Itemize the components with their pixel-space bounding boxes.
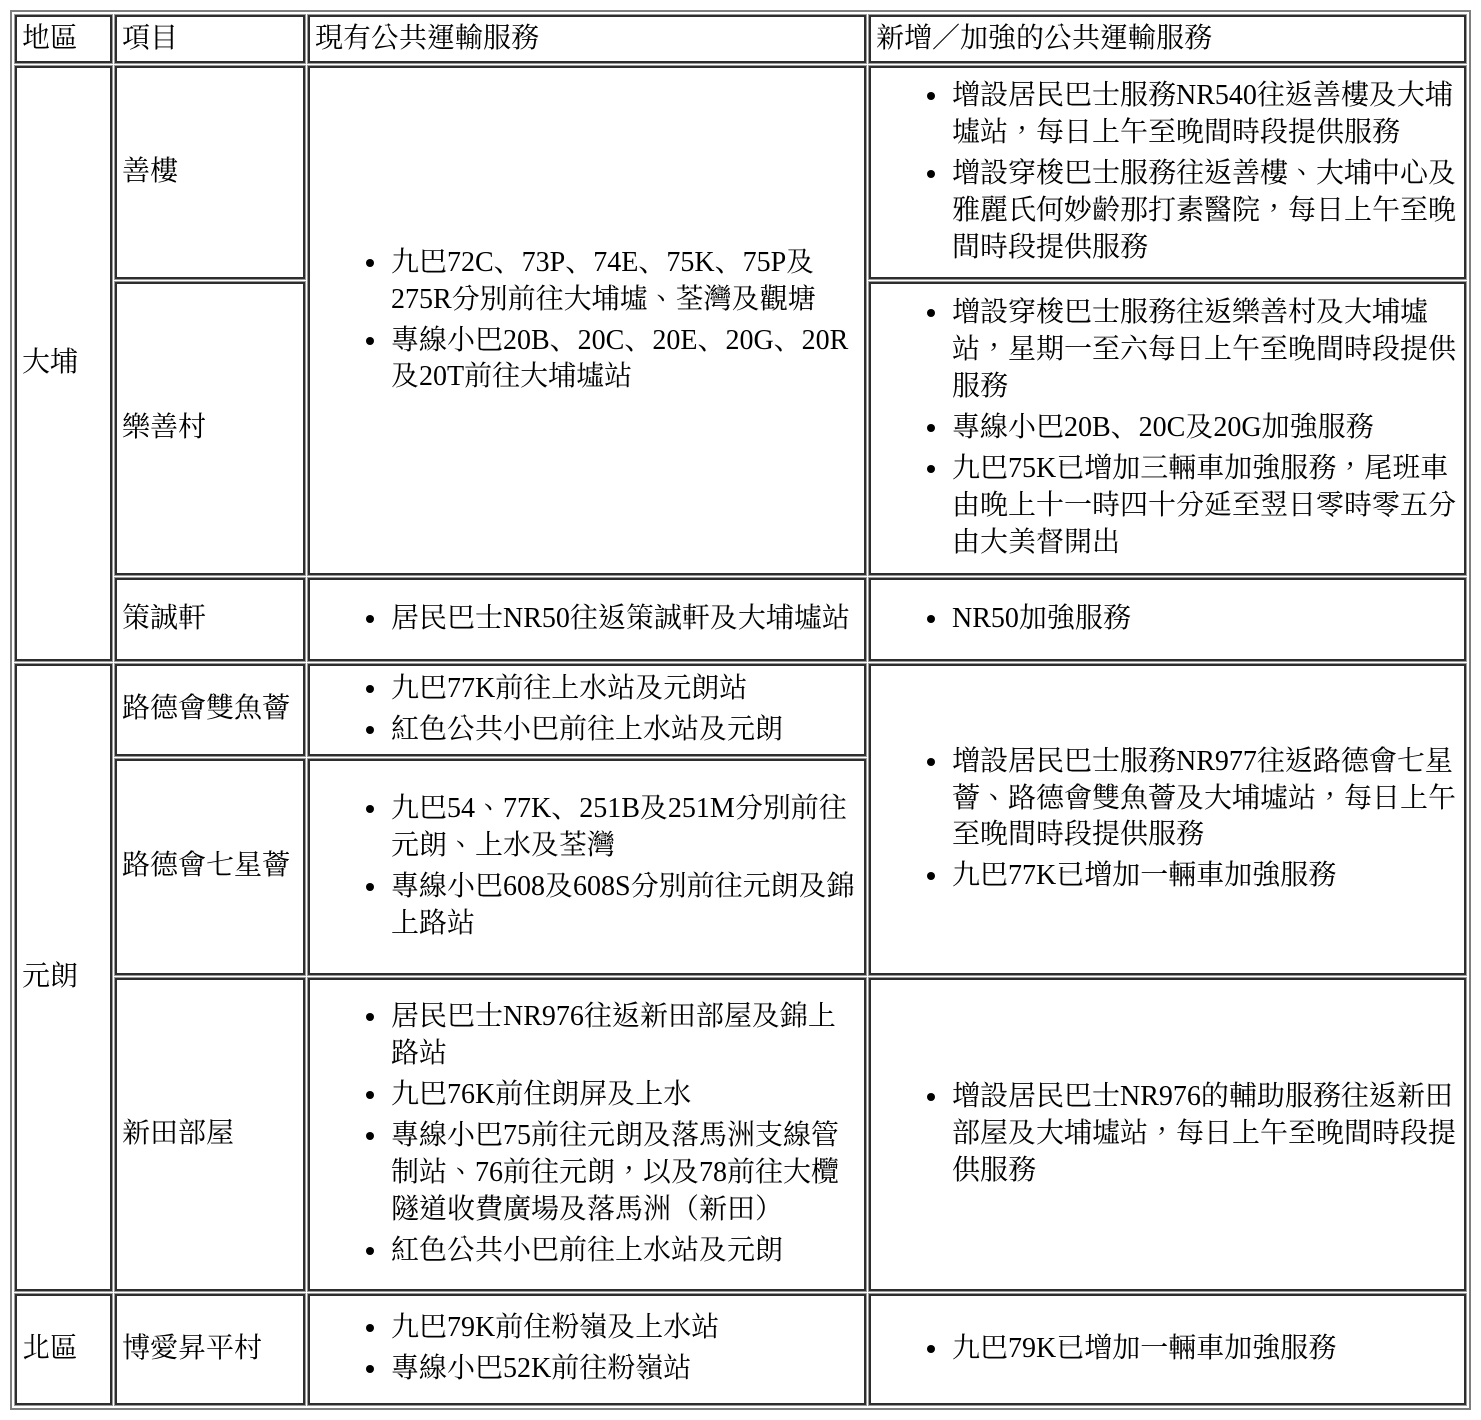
header-district: 地區 [15,15,112,63]
new-services-list [876,295,1459,562]
new-services-list [876,1079,1459,1190]
service-bullet: • 九巴75K已增加三輛車加強服務，尾班車由晚上十一時四十分延至翌日零時零五分由大美督開出 [950,451,1459,562]
service-bullet: • 增設居民巴士服務NR977往返路德會七星薈、路德會雙魚薈及大埔墟站，每日上午至晚間時段提供服務 [950,744,1459,855]
cell-new-lutheran [869,664,1466,975]
service-bullet: • 九巴79K前住粉嶺及上水站 [389,1310,859,1347]
existing-services-list [315,245,859,397]
service-bullet: • 專線小巴608及608S分別前往元朗及錦上路站 [389,869,859,943]
cell-item-lutheran-tsat-sing: 路德會七星薈 [115,759,305,975]
existing-services-list [315,999,859,1270]
new-services-list [876,1331,1459,1368]
cell-new-chakshinghin [869,578,1466,661]
service-bullet: • 增設居民巴士NR976的輔助服務往返新田部屋及大埔墟站，每日上午至晚間時段提供服務 [950,1079,1459,1190]
cell-new-santin [869,978,1466,1291]
service-bullet: • 專線小巴20B、20C、20E、20G、20R及20T前往大埔墟站 [389,323,859,397]
service-bullet: • 九巴77K已增加一輛車加強服務 [950,858,1459,895]
cell-item-chak-shing-hin: 策誠軒 [115,578,305,661]
row-pok-oi-sing-ping [15,1294,1466,1405]
header-item: 項目 [115,15,305,63]
row-sin-lau [15,66,1466,279]
cell-existing-sinlau-loksin [308,66,866,575]
cell-district-north: 北區 [15,1294,112,1405]
row-chak-shing-hin [15,578,1466,661]
service-bullet: • 九巴79K已增加一輛車加強服務 [950,1331,1459,1368]
service-bullet: • 紅色公共小巴前往上水站及元朗 [389,1233,859,1270]
cell-new-pokoi [869,1294,1466,1405]
cell-item-san-tin-barracks: 新田部屋 [115,978,305,1291]
row-san-tin-barracks [15,978,1466,1291]
service-bullet: • 專線小巴75前往元朗及落馬洲支線管制站、76前往元朗，以及78前往大欖隧道收費廣場及落馬洲（新田） [389,1118,859,1229]
existing-services-list [315,671,859,749]
existing-services-list [315,1310,859,1388]
service-bullet: • 九巴72C、73P、74E、75K、75P及275R分別前往大埔墟、荃灣及觀塘 [389,245,859,319]
service-bullet: • 增設穿梭巴士服務往返樂善村及大埔墟站，星期一至六每日上午至晚間時段提供服務 [950,295,1459,406]
cell-item-sin-lau: 善樓 [115,66,305,279]
row-lutheran-sheung-yu [15,664,1466,756]
cell-item-pok-oi-sing-ping: 博愛昇平村 [115,1294,305,1405]
existing-services-list [315,791,859,943]
cell-new-sinlau [869,66,1466,279]
new-services-list [876,744,1459,896]
cell-item-lutheran-sheung-yu: 路德會雙魚薈 [115,664,305,756]
service-bullet: • 九巴54、77K、251B及251M分別前往元朗、上水及荃灣 [389,791,859,865]
service-bullet: • NR50加強服務 [950,601,1459,638]
service-bullet: • 九巴77K前往上水站及元朗站 [389,671,859,708]
cell-existing-chakshinghin [308,578,866,661]
cell-existing-santin [308,978,866,1291]
cell-existing-sheungyu [308,664,866,756]
cell-new-loksin [869,282,1466,575]
service-bullet: • 紅色公共小巴前往上水站及元朗 [389,712,859,749]
header-new-services: 新增／加強的公共運輸服務 [869,15,1466,63]
service-bullet: • 增設穿梭巴士服務往返善樓、大埔中心及雅麗氏何妙齡那打素醫院，每日上午至晚間時段提供服務 [950,156,1459,267]
service-bullet: • 專線小巴20B、20C及20G加強服務 [950,410,1459,447]
header-row [15,15,1466,63]
new-services-list [876,78,1459,267]
header-existing-services: 現有公共運輸服務 [308,15,866,63]
new-services-list [876,601,1459,638]
transport-services-table [10,10,1471,1410]
existing-services-list [315,601,859,638]
service-bullet: • 專線小巴52K前往粉嶺站 [389,1351,859,1388]
cell-item-lok-sin-village: 樂善村 [115,282,305,575]
cell-district-yuenlong: 元朗 [15,664,112,1291]
service-bullet: • 居民巴士NR976往返新田部屋及錦上路站 [389,999,859,1073]
cell-existing-pokoi [308,1294,866,1405]
cell-existing-tsatsing [308,759,866,975]
service-bullet: • 居民巴士NR50往返策誠軒及大埔墟站 [389,601,859,638]
service-bullet: • 九巴76K前住朗屏及上水 [389,1077,859,1114]
cell-district-taipo: 大埔 [15,66,112,661]
service-bullet: • 增設居民巴士服務NR540往返善樓及大埔墟站，每日上午至晚間時段提供服務 [950,78,1459,152]
